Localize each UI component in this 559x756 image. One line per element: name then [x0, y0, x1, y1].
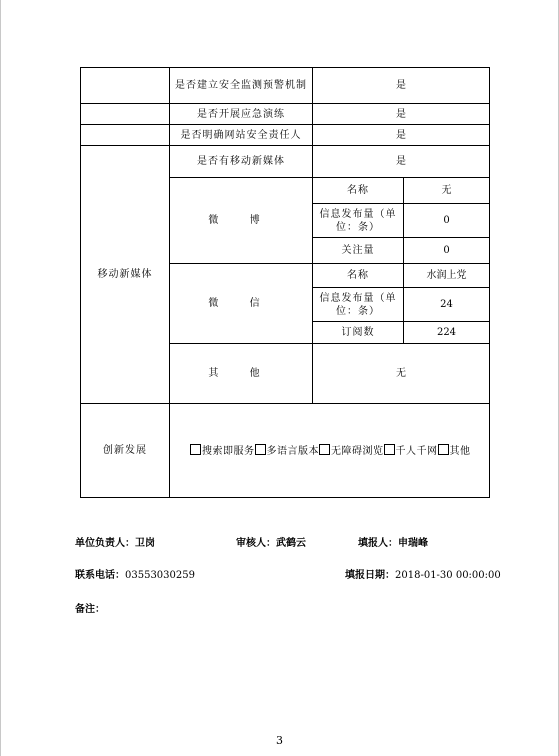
date-line: [345, 566, 501, 581]
responsible-label: 是否明确网站安全责任人: [170, 125, 313, 146]
phone-line: [75, 566, 195, 581]
weibo-label: 微 博: [170, 178, 313, 264]
weixin-posts-value: 24: [404, 288, 490, 322]
reviewer-value: 武鹤云: [276, 538, 306, 549]
remark-label: 备注：: [75, 604, 105, 615]
drill-value: 是: [313, 104, 490, 125]
weibo-name-value: 无: [404, 178, 490, 204]
filler-value: 申瑞峰: [398, 538, 428, 549]
responsible-value: 是: [313, 125, 490, 146]
weixin-label: 微 信: [170, 264, 313, 344]
weixin-subs-value: 224: [404, 322, 490, 344]
option-accessibility: 无障碍浏览: [331, 445, 384, 457]
option-multilingual: 多语言版本: [266, 445, 319, 457]
weibo-follow-value: 0: [404, 238, 490, 264]
weibo-posts-value: 0: [404, 204, 490, 238]
date-label: 填报日期：: [345, 570, 395, 581]
page-number: 3: [276, 734, 283, 747]
checkbox-other[interactable]: [438, 444, 449, 455]
unit-head-line: [75, 534, 155, 549]
monitoring-label: 是否建立安全监测预警机制: [170, 68, 313, 104]
checkbox-search-service[interactable]: [190, 444, 201, 455]
checkbox-accessibility[interactable]: [319, 444, 330, 455]
innovation-options: [170, 404, 490, 498]
has-mobile-label: 是否有移动新媒体: [170, 146, 313, 178]
weibo-posts-label: 信息发布量（单位：条）: [313, 204, 404, 238]
unit-head-label: 单位负责人：: [75, 538, 135, 549]
unit-head-value: 卫岗: [135, 538, 155, 549]
weixin-subs-label: 订阅数: [313, 322, 404, 344]
other-label: 其 他: [170, 344, 313, 404]
drill-label: 是否开展应急演练: [170, 104, 313, 125]
report-table: [80, 67, 490, 498]
option-other: 其他: [449, 445, 471, 457]
weibo-follow-label: 关注量: [313, 238, 404, 264]
weixin-name-label: 名称: [313, 264, 404, 288]
innovation-label: 创新发展: [81, 404, 170, 498]
remark-line: [75, 600, 105, 615]
reviewer-label: 审核人：: [236, 538, 276, 549]
weibo-name-label: 名称: [313, 178, 404, 204]
checkbox-multilingual[interactable]: [255, 444, 266, 455]
checkbox-personalized[interactable]: [384, 444, 395, 455]
phone-value: 03553030259: [125, 570, 195, 581]
empty-section-cell: [81, 68, 170, 104]
reviewer-line: [236, 534, 306, 549]
empty-section-cell: [81, 104, 170, 125]
date-value: 2018-01-30 00:00:00: [395, 570, 501, 581]
option-search-service: 搜索即服务: [202, 445, 255, 457]
phone-label: 联系电话：: [75, 570, 125, 581]
filler-line: [358, 534, 428, 549]
empty-section-cell: [81, 125, 170, 146]
page-edge-left: [0, 0, 1, 756]
option-personalized: 千人千网: [395, 445, 438, 457]
weixin-posts-label: 信息发布量（单位：条）: [313, 288, 404, 322]
has-mobile-value: 是: [313, 146, 490, 178]
mobile-section-label: 移动新媒体: [81, 146, 170, 404]
other-value: 无: [313, 344, 490, 404]
filler-label: 填报人：: [358, 538, 398, 549]
monitoring-value: 是: [313, 68, 490, 104]
weixin-name-value: 水润上党: [404, 264, 490, 288]
